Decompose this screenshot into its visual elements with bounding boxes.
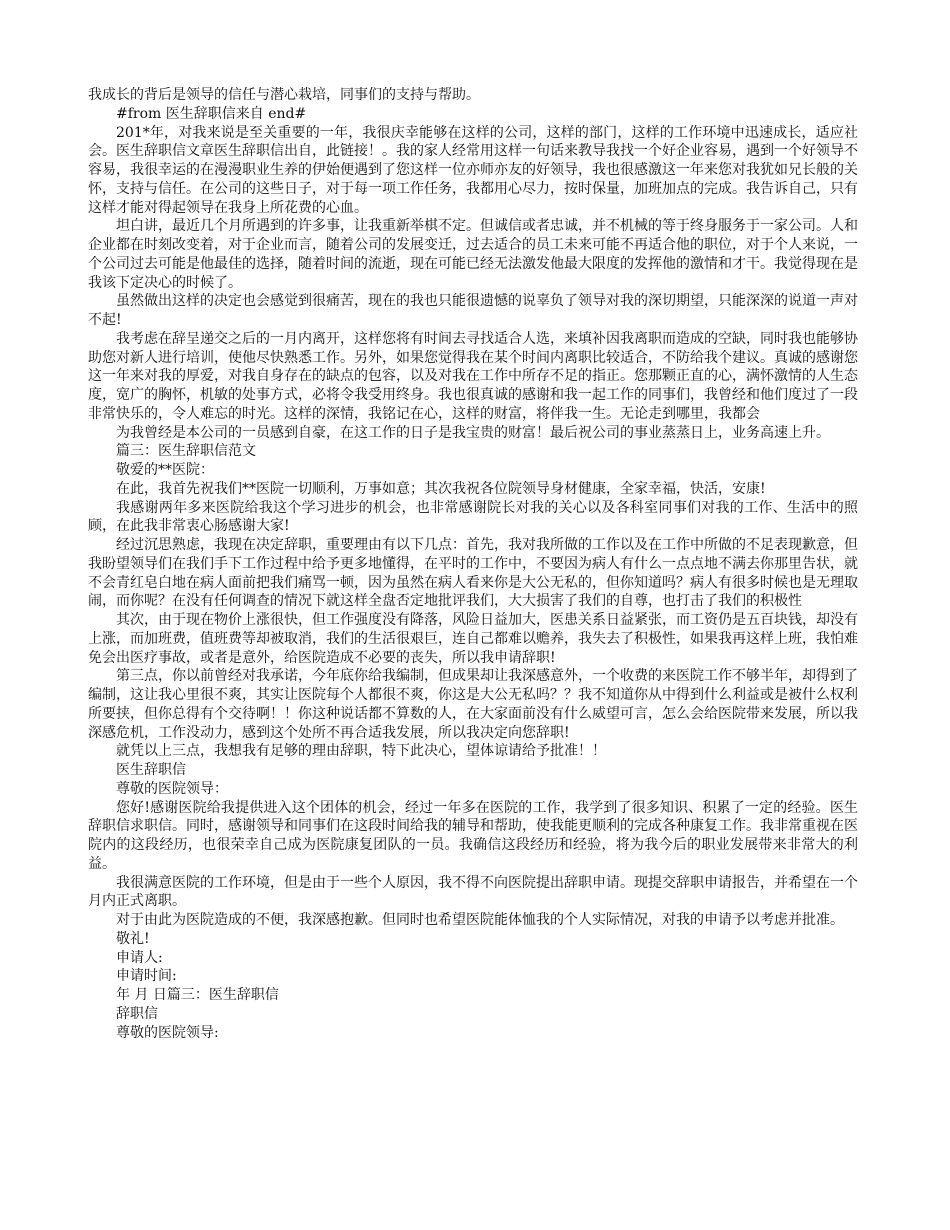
paragraph: 对于由此为医院造成的不便，我深感抱歉。但同时也希望医院能体恤我的个人实际情况，对我的申请予以考虑并批准。 <box>116 912 844 928</box>
paragraph: 201*年，对我来说是至关重要的一年，我很庆幸能够在这样的公司，这样的部门，这样的工作环境中迅速成长，适应社会。医生辞职信文章医生辞职信出自，此链接！。我的家人经常用这样一句话来教导我找一个好企业容易，遇到一个好领导不容易，我很幸运的在漫漫职业生养的伊始便遇到了您这样一位亦师亦友的好领导，我也很感激这一年来您对我犹如兄长般的关怀，支持与信任。在公司的这些日子，对于每一项工作任务，我都用心尽力，按时保量，加班加点的完成。我告诉自己，只有这样才能对得起领导在我身上所花费的心血。 <box>88 124 858 216</box>
paragraph: 坦白讲，最近几个月所遇到的许多事，让我重新举棋不定。但诚信或者忠诚，并不机械的等于终身服务于一家公司。人和企业都在时刻改变着，对于企业而言，随着公司的发展变迁，过去适合的员工未来可能不再适合他的职位，对于个人来说，一个公司过去可能是他最佳的选择，随着时间的流逝，现在可能已经无法激发他最大限度的发挥他的激情和才干。我觉得现在是我该下定决心的时候了。 <box>88 218 858 291</box>
paragraph: 经过沉思熟虑，我现在决定辞职，重要理由有以下几点：首先，我对我所做的工作以及在工作中所做的不足表现歉意，但我盼望领导们在我们手下工作过程中给予更多地懂得，在平时的工作中，不要因为病人有什么一点点地不满去你那里告状，就不会青红皂白地在病人面前把我们痛骂一顿，因为虽然在病人看来你是大公无私的，但你知道吗？病人有很多时候也是无理取闹，而你呢？在没有任何调查的情况下就这样全盘否定地批评我们，大大损害了我们的自尊，也打击了我们的积极性 <box>88 537 858 610</box>
section-heading: 医生辞职信 <box>116 762 186 778</box>
salutation: 尊敬的医院领导: <box>116 1024 219 1041</box>
salutation: 尊敬的医院领导： <box>116 780 228 797</box>
paragraph: 我感谢两年多来医院给我这个学习进步的机会，也非常感谢院长对我的关心以及各科室同事们对我的工作、生活中的照顾，在此我非常衷心肠感谢大家! <box>88 499 858 535</box>
paragraph: 我成长的背后是领导的信任与潜心栽培，同事们的支持与帮助。 <box>88 87 480 103</box>
paragraph: 在此，我首先祝我们**医院一切顺利，万事如意；其次我祝各位院领导身材健康，全家幸福，快活，安康! <box>116 480 766 497</box>
section-heading: 辞职信 <box>116 1005 158 1022</box>
date-line: 申请时间: <box>116 968 177 985</box>
paragraph: 您好!感谢医院给我提供进入这个团体的机会，经过一年多在医院的工作，我学到了很多知识、积累了一定的经验。医生辞职信求职信。同时，感谢领导和同事们在这段时间给我的辅导和帮助，使我能更顺利的完成各种康复工作。我非常重视在医院内的这段经历，也很荣幸自己成为医院康复团队的一员。我确信这段经历和经验，将为我今后的职业发展带来非常大的利益。 <box>88 799 858 872</box>
paragraph: #from 医生辞职信来自 end# <box>116 105 307 122</box>
date-heading-line: 年 月 日篇三：医生辞职信 <box>116 987 279 1003</box>
paragraph: 虽然做出这样的决定也会感觉到很痛苦，现在的我也只能很遗憾的说辜负了领导对我的深切期望，只能深深的说道一声对不起! <box>88 293 858 328</box>
paragraph: 我很满意医院的工作环境，但是由于一些个人原因，我不得不向医院提出辞职申请。现提交辞职申请报告，并希望在一个月内正式离职。 <box>88 874 858 910</box>
paragraph: 第三点，你以前曾经对我承诺，今年底你给我编制，但成果却让我深感意外，一个收费的来医院工作不够半年，却得到了编制，这让我心里很不爽，其实让医院每个人都很不爽，你这是大公无私吗？？我不知道你从中得到什么利益或是被什么权利所要挟，但你总得有个交待啊！！你这种说话都不算数的人，在大家面前没有什么威望可言，怎么会给医院带来发展，所以我深感危机，工作没动力，感到这个处所不再合适我发展，所以我决定向您辞职! <box>88 668 858 741</box>
section-heading: 篇三：医生辞职信范文 <box>116 443 256 460</box>
paragraph: 为我曾经是本公司的一员感到自豪，在这工作的日子是我宝贵的财富！最后祝公司的事业蒸蒸日上，业务高速上升。 <box>116 424 830 441</box>
paragraph: 就凭以上三点，我想我有足够的理由辞职，特下此决心，望体谅请给予批准！！ <box>116 743 606 760</box>
paragraph: 其次，由于现在物价上涨很快，但工作强度没有降落，风险日益加大，医患关系日益紧张，而工资仍是五百块钱，却没有上涨，而加班费，值班费等却被取消，我们的生活很艰巨，连自己都难以赡养，我失去了积极性，如果我再这样上班，我怕难免会出医疗事故，或者是意外，给医院造成不必要的丧失，所以我申请辞职! <box>88 612 858 666</box>
salutation: 敬爱的**医院： <box>116 462 214 478</box>
closing: 敬礼! <box>116 930 150 947</box>
paragraph: 我考虑在辞呈递交之后的一月内离开，这样您将有时间去寻找适合人选，来填补因我离职而造成的空缺，同时我也能够协助您对新人进行培训，使他尽快熟悉工作。另外，如果您觉得我在某个时间内离职比较适合，不防给我个建议。真诚的感谢您这一年来对我的厚爱，对我自身存在的缺点的包容，以及对我在工作中所存不足的指正。您那颗正直的心，满怀激情的人生态度，宽广的胸怀，机敏的处事方式，必将令我受用终身。我也很真诚的感谢和我一起工作的同事们，我曾经和他们度过了一段非常快乐的，令人难忘的时光。这样的深情，我铭记在心，这样的财富，将伴我一生。无论走到哪里，我都会 <box>88 330 858 422</box>
applicant-line: 申请人: <box>116 949 163 966</box>
